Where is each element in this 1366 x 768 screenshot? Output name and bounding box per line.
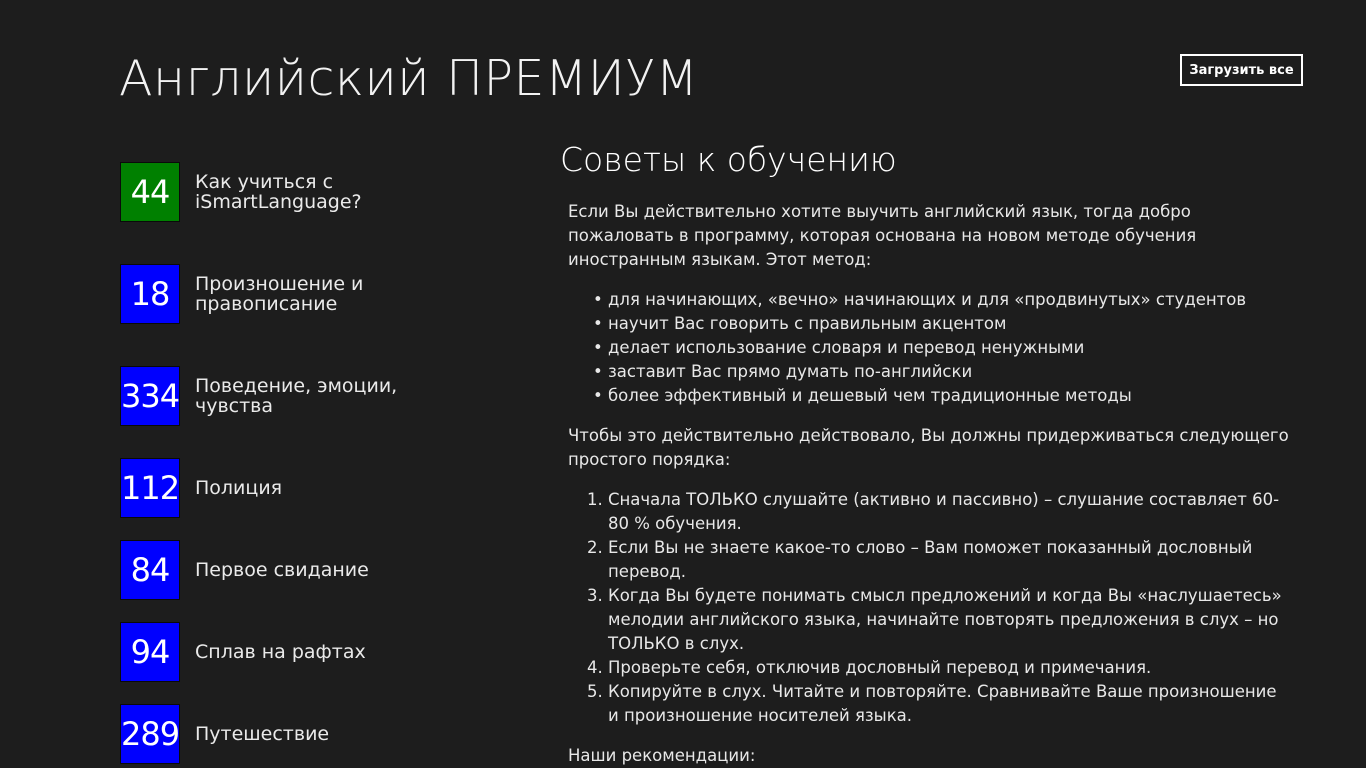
category-item-rafting[interactable] (120, 622, 440, 682)
category-item-pronunciation[interactable] (120, 264, 440, 324)
bullet-item: • делает использование словаря и перевод ненужными (608, 336, 1290, 360)
category-count-tile: 94 (120, 622, 180, 682)
method-bullet-list (568, 288, 1290, 408)
recommendations-heading: Наши рекомендации: (568, 746, 756, 765)
steps-list (568, 488, 1290, 728)
bullet-item: • заставит Вас прямо думать по-английски (608, 360, 1290, 384)
bullet-item: • более эффективный и дешевый чем традиционные методы (608, 384, 1290, 408)
step-item: 4. Проверьте себя, отключив дословный перевод и примечания. (608, 656, 1290, 680)
step-item: 5. Копируйте в слух. Читайте и повторяйте. Сравнивайте Ваше произношение и произношение носителей языка. (608, 680, 1290, 728)
category-item-first-date[interactable] (120, 540, 440, 600)
category-item-how-to-learn[interactable] (120, 162, 440, 222)
download-all-button[interactable]: Загрузить все (1180, 54, 1303, 86)
category-count-tile: 112 (120, 458, 180, 518)
category-count-tile: 44 (120, 162, 180, 222)
intro-paragraph: Если Вы действительно хотите выучить английский язык, тогда добро пожаловать в программу, которая основана на новом методе обучения иностранным языкам. Этот метод: (568, 202, 1197, 269)
category-label: Путешествие (195, 723, 330, 745)
category-label: Как учиться с iSmartLanguage? (195, 171, 362, 213)
step-item: 1. Сначала ТОЛЬКО слушайте (активно и пассивно) – слушание составляет 60-80 % обучения. (608, 488, 1290, 536)
app-title: Английский ПРЕМИУМ (119, 50, 699, 107)
category-label: Полиция (195, 477, 283, 499)
category-count-tile: 334 (120, 366, 180, 426)
category-label: Первое свидание (195, 559, 369, 581)
step-item: 2. Если Вы не знаете какое-то слово – Вам поможет показанный дословный перевод. (608, 536, 1290, 584)
content-panel (560, 138, 1290, 768)
bullet-item: • для начинающих, «вечно» начинающих и для «продвинутых» студентов (608, 288, 1290, 312)
category-count-tile: 289 (120, 704, 180, 764)
bullet-item: • научит Вас говорить с правильным акцентом (608, 312, 1290, 336)
category-label: Сплав на рафтах (195, 641, 366, 663)
category-item-travel[interactable] (120, 704, 440, 764)
category-count-tile: 18 (120, 264, 180, 324)
category-count-tile: 84 (120, 540, 180, 600)
content-text (560, 200, 1290, 768)
order-intro-paragraph: Чтобы это действительно действовало, Вы должны придерживаться следующего простого порядка: (568, 426, 1289, 469)
section-title: Советы к обучению (560, 140, 897, 179)
step-item: 3. Когда Вы будете понимать смысл предложений и когда Вы «наслушаетесь» мелодии английского языка, начинайте повторять предложения в слух – но ТОЛЬКО в слух. (608, 584, 1290, 656)
category-label: Поведение, эмоции, чувства (195, 375, 398, 417)
category-item-police[interactable] (120, 458, 440, 518)
category-item-behavior-emotions[interactable] (120, 366, 440, 426)
category-label: Произношение и правописание (195, 273, 364, 315)
